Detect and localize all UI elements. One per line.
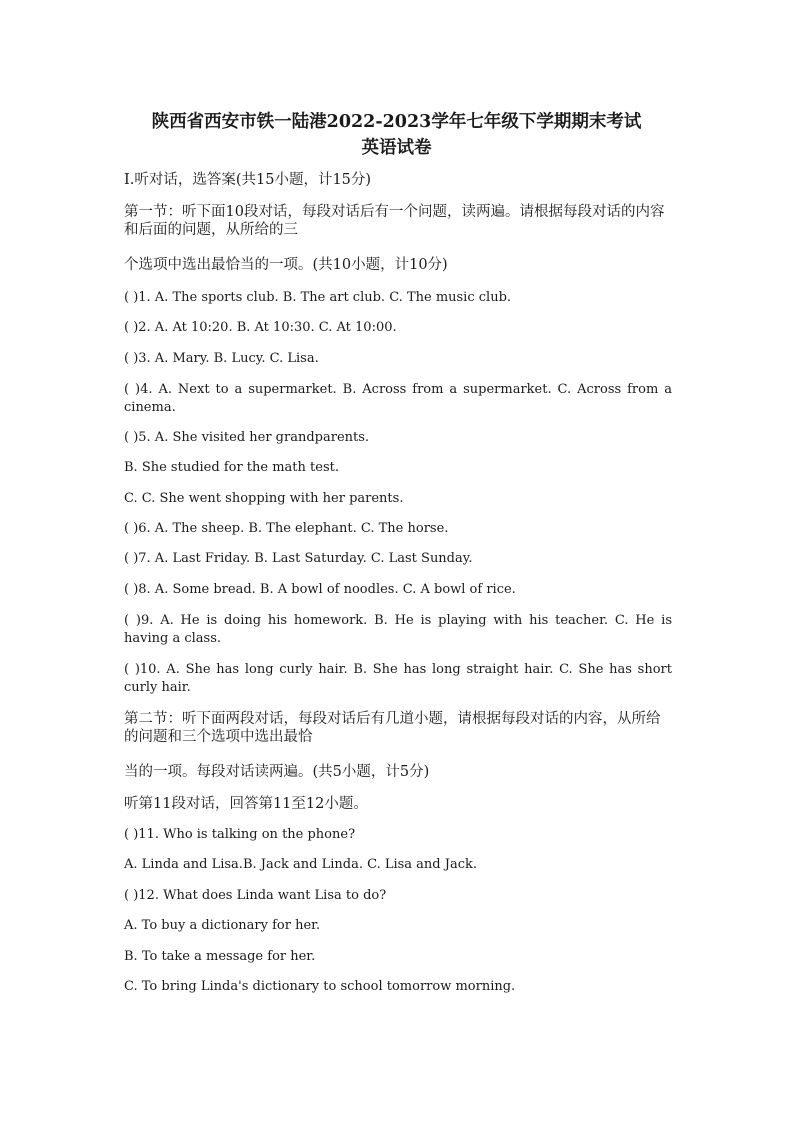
question-7: ( )7. A. Last Friday. B. Last Saturday. C. Last Sunday. — [124, 551, 473, 566]
question-12: ( )12. What does Linda want Lisa to do? — [124, 888, 387, 903]
question-12-option-c: C. To bring Linda's dictionary to school tomorrow morning. — [124, 979, 516, 994]
dialog-note: 听第11段对话，回答第11至12小题。 — [124, 796, 368, 812]
question-5-option-b: B. She studied for the math test. — [124, 460, 339, 475]
question-11-options: A. Linda and Lisa.B. Jack and Linda. C. Lisa and Jack. — [124, 857, 478, 872]
part2-intro-line1: 第二节：听下面两段对话，每段对话后有几道小题，请根据每段对话的内容，从所给的问题和三个选项中选出最恰 — [124, 711, 661, 745]
section-heading: I.听对话，选答案(共15小题，计15分) — [124, 172, 372, 188]
question-2: ( )2. A. At 10:20. B. At 10:30. C. At 10:00. — [124, 320, 397, 335]
exam-subtitle: 英语试卷 — [361, 138, 432, 158]
question-6: ( )6. A. The sheep. B. The elephant. C. The horse. — [124, 521, 449, 536]
question-9: ( )9. A. He is doing his homework. B. He is playing with his teacher. C. He is having a class. — [124, 613, 672, 646]
question-12-option-a: A. To buy a dictionary for her. — [124, 918, 321, 933]
question-8: ( )8. A. Some bread. B. A bowl of noodles. C. A bowl of rice. — [124, 582, 516, 597]
part1-intro-line2: 个选项中选出最恰当的一项。(共10小题，计10分) — [124, 257, 448, 273]
question-5: ( )5. A. She visited her grandparents. — [124, 430, 370, 445]
question-11: ( )11. Who is talking on the phone? — [124, 827, 356, 842]
part2-intro-line2: 当的一项。每段对话读两遍。(共5小题，计5分) — [124, 764, 430, 780]
question-4: ( )4. A. Next to a supermarket. B. Across from a supermarket. C. Across from a cinema. — [124, 382, 672, 415]
exam-title: 陕西省西安市铁一陆港2022-2023学年七年级下学期期末考试 — [151, 112, 642, 132]
question-12-option-b: B. To take a message for her. — [124, 949, 316, 964]
question-10: ( )10. A. She has long curly hair. B. She has long straight hair. C. She has short curly hair. — [124, 662, 672, 695]
question-1: ( )1. A. The sports club. B. The art club. C. The music club. — [124, 290, 512, 305]
part1-intro-line1: 第一节：听下面10段对话，每段对话后有一个问题，读两遍。请根据每段对话的内容和后面的问题，从所给的三 — [124, 204, 665, 238]
question-5-option-c: C. C. She went shopping with her parents. — [124, 491, 404, 506]
question-3: ( )3. A. Mary. B. Lucy. C. Lisa. — [124, 351, 319, 366]
